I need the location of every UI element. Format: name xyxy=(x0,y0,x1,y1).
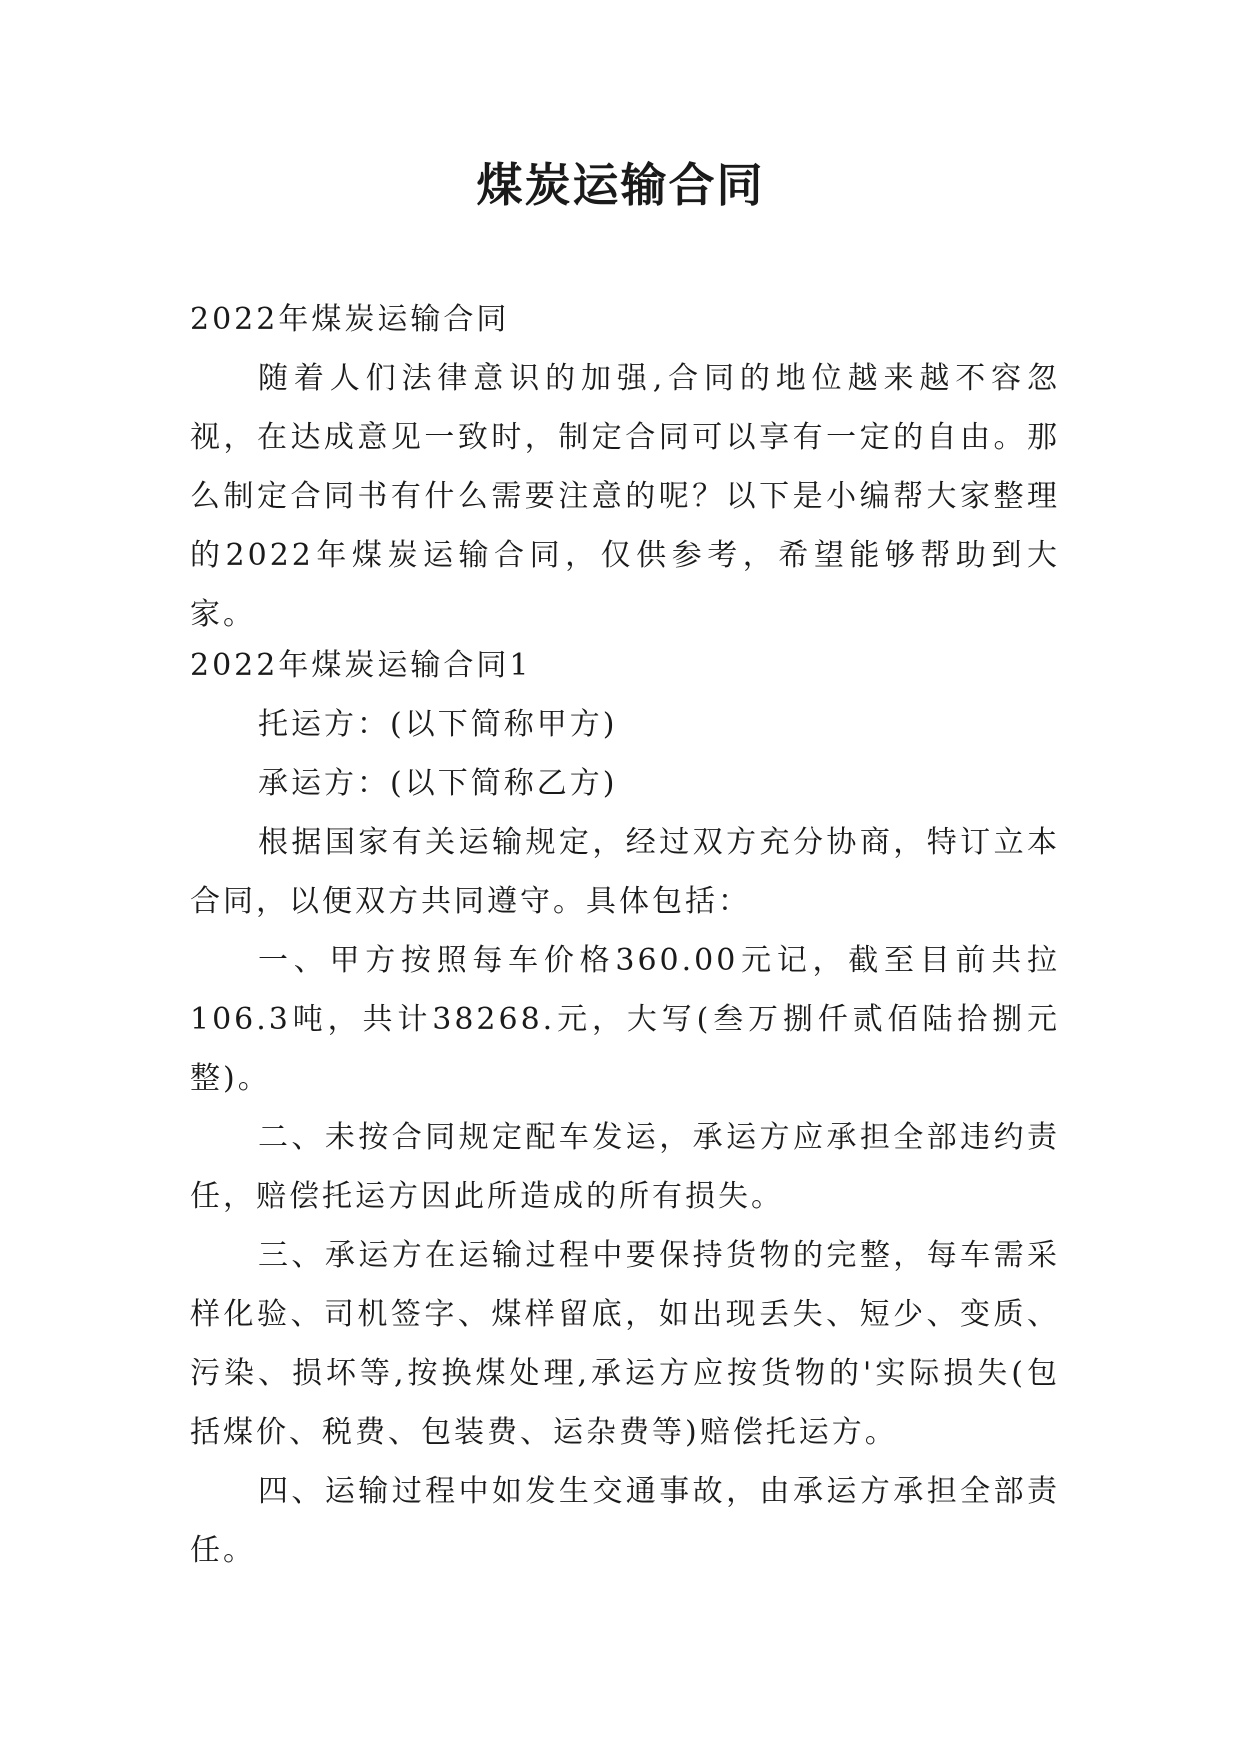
intro-paragraph: 随着人们法律意识的加强,合同的地位越来越不容忽视，在达成意见一致时，制定合同可以享有一定的自由。那么制定合同书有什么需要注意的呢？以下是小编帮大家整理的2022年煤炭运输合同，仅供参考，希望能够帮助到大家。 xyxy=(190,361,1060,632)
clause-2: 二、未按合同规定配车发运，承运方应承担全部违约责任，赔偿托运方因此所造成的所有损失。 xyxy=(190,1120,1060,1214)
intro-section xyxy=(190,290,1060,644)
contract-preamble: 根据国家有关运输规定，经过双方充分协商，特订立本合同，以便双方共同遵守。具体包括： xyxy=(190,825,1060,919)
party-carrier: 承运方：(以下简称乙方) xyxy=(258,766,618,801)
document-title: 煤炭运输合同 xyxy=(476,158,765,212)
contract-section xyxy=(190,636,1060,1580)
clause-3: 三、承运方在运输过程中要保持货物的完整，每车需采样化验、司机签字、煤样留底，如出现丢失、短少、变质、污染、损坏等,按换煤处理,承运方应按货物的'实际损失(包括煤价、税费、包装费、运杂费等)赔偿托运方。 xyxy=(190,1238,1060,1450)
clause-1: 一、甲方按照每车价格360.00元记，截至目前共拉106.3吨，共计38268.元，大写(叁万捌仟贰佰陆拾捌元整)。 xyxy=(190,943,1060,1096)
intro-heading: 2022年煤炭运输合同 xyxy=(190,302,510,337)
clause-4: 四、运输过程中如发生交通事故，由承运方承担全部责任。 xyxy=(190,1474,1060,1568)
party-shipper: 托运方：(以下简称甲方) xyxy=(258,707,618,742)
contract-heading: 2022年煤炭运输合同1 xyxy=(190,648,532,683)
